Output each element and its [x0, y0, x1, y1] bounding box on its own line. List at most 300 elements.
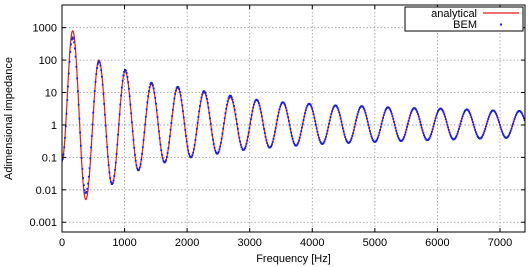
- data-point: [121, 87, 123, 89]
- data-point: [160, 144, 162, 146]
- data-point: [246, 143, 248, 145]
- data-point: [250, 118, 252, 120]
- data-point: [448, 129, 450, 131]
- data-point: [495, 113, 497, 115]
- data-point: [310, 106, 312, 108]
- data-point: [170, 129, 172, 131]
- data-point: [487, 118, 489, 120]
- data-point: [95, 73, 97, 75]
- data-point: [234, 109, 236, 111]
- data-point: [377, 137, 379, 139]
- data-point: [328, 123, 330, 125]
- data-point: [187, 150, 189, 152]
- data-point: [205, 95, 207, 97]
- data-point: [292, 141, 294, 143]
- data-point: [66, 99, 68, 101]
- data-point: [405, 131, 407, 133]
- data-point: [219, 149, 221, 151]
- data-point: [165, 159, 167, 161]
- data-point: [147, 95, 149, 97]
- data-point: [195, 134, 197, 136]
- data-point: [273, 135, 275, 137]
- y-tick-label: 100: [38, 55, 57, 68]
- data-point: [390, 111, 392, 113]
- data-point: [367, 121, 369, 123]
- data-point: [142, 146, 144, 148]
- data-point: [262, 124, 264, 126]
- data-point: [225, 112, 227, 114]
- data-point: [514, 118, 516, 120]
- data-point: [146, 102, 148, 104]
- data-point: [392, 118, 394, 120]
- data-point: [303, 116, 305, 118]
- data-point: [89, 157, 91, 159]
- data-point: [512, 123, 514, 125]
- data-point: [442, 110, 444, 112]
- data-point: [213, 143, 215, 145]
- data-point: [129, 95, 131, 97]
- data-point: [446, 124, 448, 126]
- data-point: [287, 116, 289, 118]
- data-point: [445, 118, 447, 120]
- data-point: [167, 152, 169, 154]
- data-point: [357, 111, 359, 113]
- data-point: [107, 156, 109, 158]
- data-point: [324, 138, 326, 140]
- data-point: [166, 156, 168, 158]
- data-point: [207, 102, 209, 104]
- data-point: [161, 154, 163, 156]
- data-point: [510, 130, 512, 132]
- data-point: [136, 168, 138, 170]
- data-point: [485, 126, 487, 128]
- data-point: [102, 84, 104, 86]
- data-point: [205, 92, 207, 94]
- data-point: [368, 124, 370, 126]
- data-point: [119, 104, 121, 106]
- data-point: [97, 63, 99, 65]
- data-point: [198, 110, 200, 112]
- data-point: [446, 121, 448, 123]
- data-point: [144, 124, 146, 126]
- data-point: [337, 107, 339, 109]
- data-point: [169, 135, 171, 137]
- data-point: [297, 142, 299, 144]
- data-point: [447, 126, 449, 128]
- data-point: [197, 122, 199, 124]
- data-point: [184, 123, 186, 125]
- data-point: [327, 126, 329, 128]
- data-point: [138, 169, 140, 171]
- y-tick-label: 1: [50, 119, 57, 132]
- data-point: [423, 134, 425, 136]
- data-point: [117, 134, 119, 136]
- data-point: [118, 124, 120, 126]
- legend-label-analytical: analytical: [431, 8, 477, 20]
- data-point: [113, 175, 115, 177]
- data-point: [378, 134, 380, 136]
- data-point: [416, 110, 418, 112]
- data-point: [306, 107, 308, 109]
- data-point: [312, 110, 314, 112]
- data-point: [371, 138, 373, 140]
- x-axis-title: Frequency [Hz]: [256, 253, 331, 265]
- data-point: [236, 123, 238, 125]
- data-point: [63, 154, 65, 156]
- data-point: [311, 108, 313, 110]
- data-point: [89, 167, 91, 169]
- data-point: [341, 124, 343, 126]
- data-point: [112, 182, 114, 184]
- data-point: [181, 104, 183, 106]
- data-point: [261, 115, 263, 117]
- data-point: [145, 116, 147, 118]
- data-point: [219, 146, 221, 148]
- data-point: [133, 139, 135, 141]
- data-point: [364, 110, 366, 112]
- data-point: [502, 133, 504, 135]
- data-point: [193, 148, 195, 150]
- data-point: [248, 132, 250, 134]
- x-tick-label: 0: [58, 237, 66, 249]
- data-point: [158, 131, 160, 133]
- data-point: [285, 107, 287, 109]
- data-point: [222, 133, 224, 135]
- data-point: [136, 164, 138, 166]
- data-point: [155, 103, 157, 105]
- data-point: [173, 103, 175, 105]
- data-point: [389, 109, 391, 111]
- data-point: [290, 132, 292, 134]
- data-point: [81, 157, 83, 159]
- data-point: [178, 88, 180, 90]
- data-point: [265, 136, 267, 138]
- data-point: [402, 138, 404, 140]
- data-point: [84, 189, 86, 191]
- data-point: [469, 112, 471, 114]
- data-point: [462, 115, 464, 117]
- data-point: [194, 144, 196, 146]
- data-point: [340, 117, 342, 119]
- data-point: [154, 92, 156, 94]
- data-point: [474, 129, 476, 131]
- data-point: [354, 126, 356, 128]
- data-point: [69, 51, 71, 53]
- data-point: [278, 112, 280, 114]
- data-point: [173, 98, 175, 100]
- data-point: [226, 104, 228, 106]
- data-point: [259, 108, 261, 110]
- data-point: [392, 115, 394, 117]
- data-point: [403, 136, 405, 138]
- data-point: [456, 135, 458, 137]
- data-point: [212, 139, 214, 141]
- data-point: [83, 184, 85, 186]
- data-point: [231, 96, 233, 98]
- data-point: [291, 135, 293, 137]
- data-point: [78, 118, 80, 120]
- data-point: [148, 90, 150, 92]
- data-point: [302, 123, 304, 125]
- data-point: [404, 134, 406, 136]
- data-point: [398, 137, 400, 139]
- data-point: [395, 127, 397, 129]
- data-point: [106, 136, 108, 138]
- data-point: [292, 138, 294, 140]
- data-point: [120, 95, 122, 97]
- data-point: [351, 135, 353, 137]
- data-point: [344, 134, 346, 136]
- x-tick-label: 3000: [237, 237, 262, 249]
- data-point: [257, 100, 259, 102]
- data-point: [449, 132, 451, 134]
- data-point: [330, 116, 332, 118]
- data-point: [371, 135, 373, 137]
- data-point: [185, 135, 187, 137]
- x-tick-label: 1000: [112, 237, 137, 249]
- data-point: [486, 123, 488, 125]
- data-point: [488, 116, 490, 118]
- data-point: [197, 116, 199, 118]
- data-point: [151, 83, 153, 85]
- data-point: [501, 131, 503, 133]
- data-point: [497, 119, 499, 121]
- data-point: [69, 61, 71, 63]
- data-point: [277, 115, 279, 117]
- data-point: [365, 115, 367, 117]
- data-point: [233, 105, 235, 107]
- data-point: [157, 116, 159, 118]
- data-point: [81, 168, 83, 170]
- data-point: [235, 118, 237, 120]
- data-point: [143, 139, 145, 141]
- data-point: [140, 159, 142, 161]
- data-point: [227, 100, 229, 102]
- y-tick-label: 1000: [32, 22, 57, 35]
- data-point: [353, 129, 355, 131]
- data-point: [245, 145, 247, 147]
- data-point: [99, 62, 101, 64]
- data-point: [378, 132, 380, 134]
- data-point: [326, 133, 328, 135]
- data-point: [382, 117, 384, 119]
- data-point: [409, 115, 411, 117]
- data-point: [394, 124, 396, 126]
- data-point: [468, 111, 470, 113]
- data-point: [356, 116, 358, 118]
- y-tick-label: 0.01: [35, 184, 57, 197]
- data-point: [429, 137, 431, 139]
- y-axis-title: Adimensional impedance: [3, 57, 15, 180]
- data-point: [130, 104, 132, 106]
- data-point: [90, 147, 92, 149]
- data-point: [435, 117, 437, 119]
- data-point: [270, 145, 272, 147]
- data-point: [211, 128, 213, 130]
- data-point: [310, 104, 312, 106]
- data-point: [365, 112, 367, 114]
- data-point: [167, 147, 169, 149]
- data-point: [475, 131, 477, 133]
- data-point: [116, 144, 118, 146]
- data-point: [433, 123, 435, 125]
- data-point: [405, 129, 407, 131]
- data-point: [132, 130, 134, 132]
- data-point: [139, 167, 141, 169]
- data-point: [122, 75, 124, 77]
- data-point: [260, 111, 262, 113]
- data-point: [472, 121, 474, 123]
- data-point: [381, 120, 383, 122]
- data-point: [352, 132, 354, 134]
- data-point: [381, 123, 383, 125]
- data-point: [357, 113, 359, 115]
- data-point: [170, 122, 172, 124]
- data-point: [487, 120, 489, 122]
- data-point: [168, 142, 170, 144]
- data-point: [314, 120, 316, 122]
- data-point: [508, 134, 510, 136]
- data-point: [134, 154, 136, 156]
- x-tick-label: 4000: [300, 237, 325, 249]
- data-point: [422, 132, 424, 134]
- axis-ticks: [29, 5, 525, 249]
- data-point: [135, 160, 137, 162]
- data-point: [223, 122, 225, 124]
- data-point: [266, 142, 268, 144]
- data-point: [299, 137, 301, 139]
- data-point: [218, 151, 220, 153]
- data-point: [521, 113, 523, 115]
- data-point: [175, 90, 177, 92]
- data-point: [201, 94, 203, 96]
- data-point: [345, 138, 347, 140]
- data-point: [515, 114, 517, 116]
- data-point: [239, 141, 241, 143]
- data-point: [180, 95, 182, 97]
- series-line-analytical: [62, 31, 525, 200]
- data-point: [221, 138, 223, 140]
- data-point: [130, 112, 132, 114]
- data-point: [64, 137, 66, 139]
- data-point: [96, 67, 98, 69]
- data-point: [339, 114, 341, 116]
- data-point: [157, 123, 159, 125]
- data-point: [179, 91, 181, 93]
- data-point: [380, 126, 382, 128]
- data-point: [109, 177, 111, 179]
- data-point: [65, 126, 67, 128]
- data-point: [224, 117, 226, 119]
- y-tick-label: 0.1: [41, 152, 57, 165]
- data-point: [263, 128, 265, 130]
- data-point: [500, 126, 502, 128]
- y-tick-label: 0.001: [29, 217, 57, 230]
- legend: [405, 7, 523, 31]
- data-point: [395, 130, 397, 132]
- data-point: [209, 117, 211, 119]
- data-point: [370, 133, 372, 135]
- data-point: [289, 128, 291, 130]
- data-point: [114, 169, 116, 171]
- data-point: [514, 116, 516, 118]
- data-point: [393, 121, 395, 123]
- data-point: [511, 128, 513, 130]
- data-point: [317, 134, 319, 136]
- data-point: [288, 120, 290, 122]
- data-point: [184, 129, 186, 131]
- data-point: [131, 121, 133, 123]
- data-point: [274, 131, 276, 133]
- data-point: [228, 98, 230, 100]
- data-point: [419, 121, 421, 123]
- data-point: [106, 146, 108, 148]
- x-tick-label: 7000: [487, 237, 513, 249]
- data-point: [417, 113, 419, 115]
- data-point: [71, 39, 73, 41]
- data-point: [276, 119, 278, 121]
- data-point: [286, 110, 288, 112]
- data-point: [246, 140, 248, 142]
- data-point: [432, 128, 434, 130]
- data-point: [109, 171, 111, 173]
- data-point: [208, 112, 210, 114]
- data-point: [201, 97, 203, 99]
- data-point: [355, 120, 357, 122]
- data-point: [318, 137, 320, 139]
- data-point: [133, 147, 135, 149]
- data-point: [344, 136, 346, 138]
- data-point: [172, 109, 174, 111]
- data-point: [408, 117, 410, 119]
- data-point: [225, 108, 227, 110]
- data-point: [338, 109, 340, 111]
- data-point: [317, 131, 319, 133]
- data-point: [238, 133, 240, 135]
- data-point: [196, 128, 198, 130]
- data-point: [391, 113, 393, 115]
- data-point: [343, 131, 345, 133]
- data-point: [332, 108, 334, 110]
- data-point: [122, 80, 124, 82]
- data-point: [220, 142, 222, 144]
- data-point: [249, 127, 251, 129]
- data-point: [313, 117, 315, 119]
- data-point: [156, 109, 158, 111]
- plot-area: [61, 31, 525, 200]
- data-point: [174, 93, 176, 95]
- data-point: [254, 101, 256, 103]
- data-point: [429, 135, 431, 137]
- data-point: [406, 126, 408, 128]
- data-point: [300, 134, 302, 136]
- data-point: [449, 134, 451, 136]
- data-point: [273, 138, 275, 140]
- data-point: [253, 104, 255, 106]
- data-point: [92, 112, 94, 114]
- data-point: [279, 108, 281, 110]
- data-point: [252, 107, 254, 109]
- data-point: [143, 131, 145, 133]
- data-point: [103, 93, 105, 95]
- data-point: [125, 70, 127, 72]
- data-point: [162, 158, 164, 160]
- data-point: [331, 110, 333, 112]
- data-point: [489, 114, 491, 116]
- data-point: [188, 153, 190, 155]
- data-point: [183, 116, 185, 118]
- data-point: [82, 177, 84, 179]
